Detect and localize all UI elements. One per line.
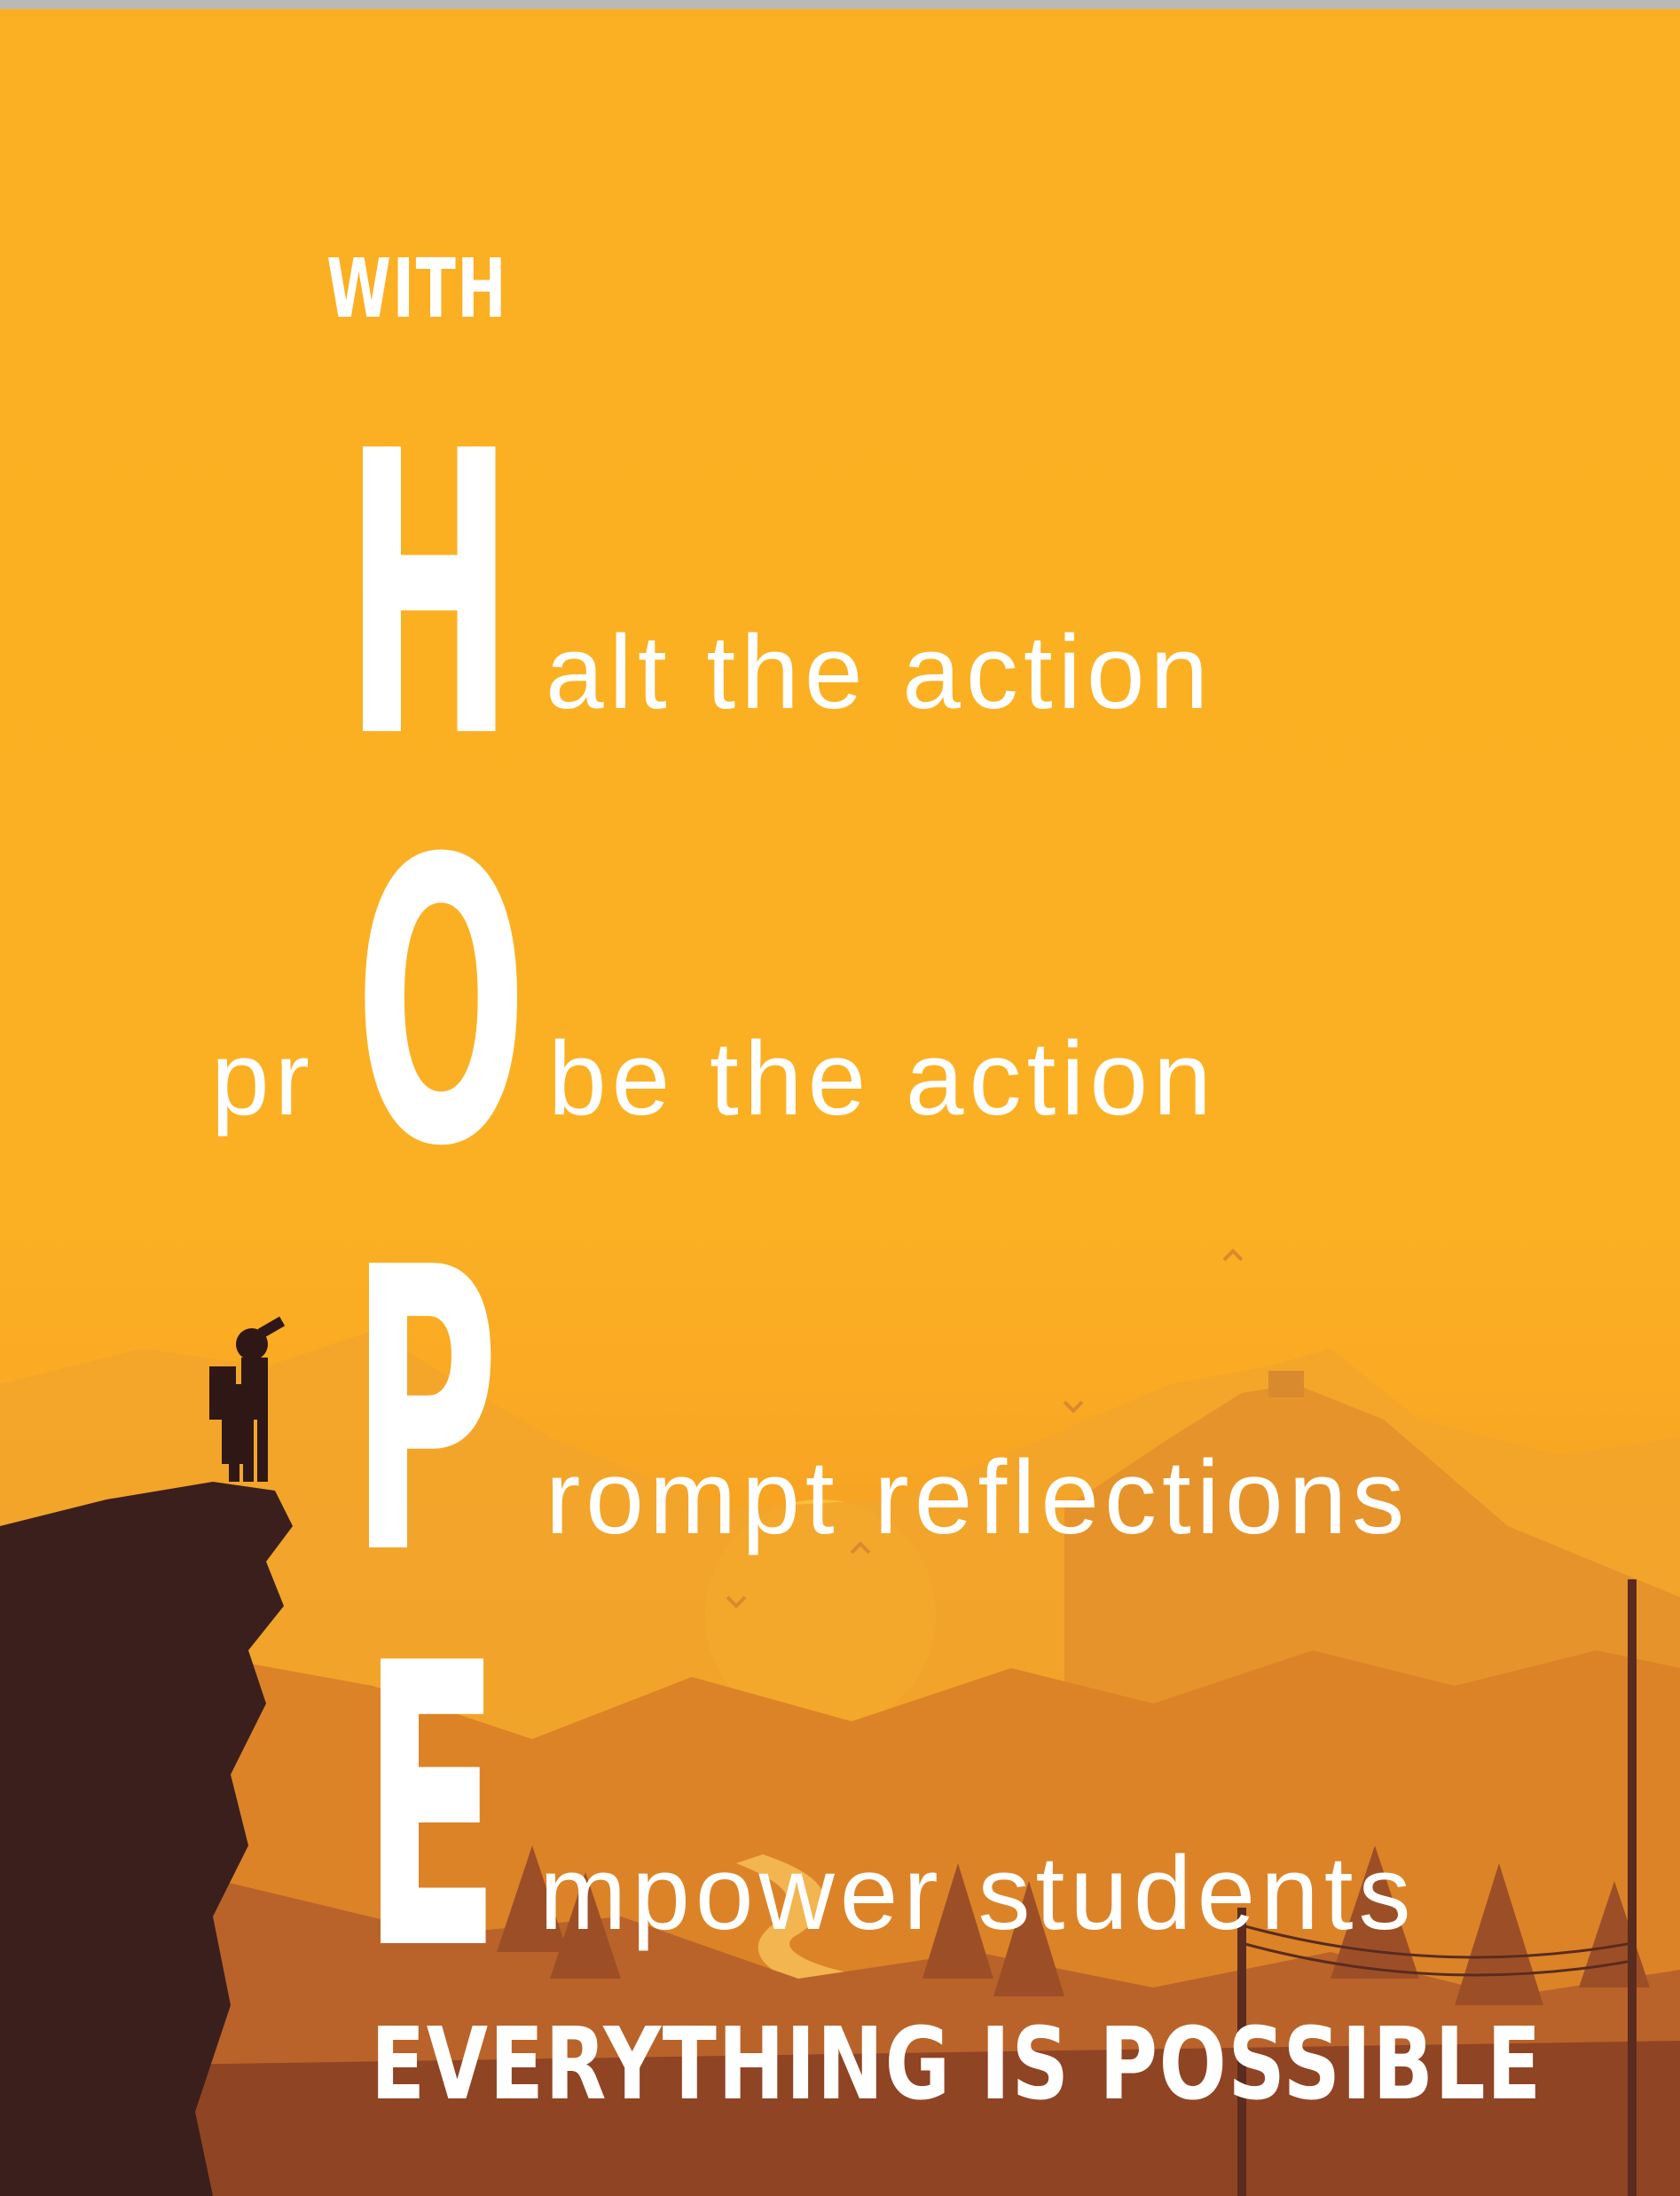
line-prompt: rompt reflections [546,1439,1410,1556]
closing-slogan: EVERYTHING IS POSSIBLE [371,2007,1543,2122]
line-empower: mpower students [539,1835,1417,1952]
line-probe-prefix: pr [211,1020,315,1137]
acronym-letter-h: H [344,369,514,823]
acronym-letter-e: E [362,1581,501,2035]
line-probe: be the action [548,1020,1217,1137]
acronym-letter-o: O [355,777,528,1232]
acronym-letter-p: P [350,1185,499,1640]
line-halt: alt the action [546,614,1214,731]
intro-word: WITH [326,241,508,336]
lookout-tower [1268,1371,1304,1397]
